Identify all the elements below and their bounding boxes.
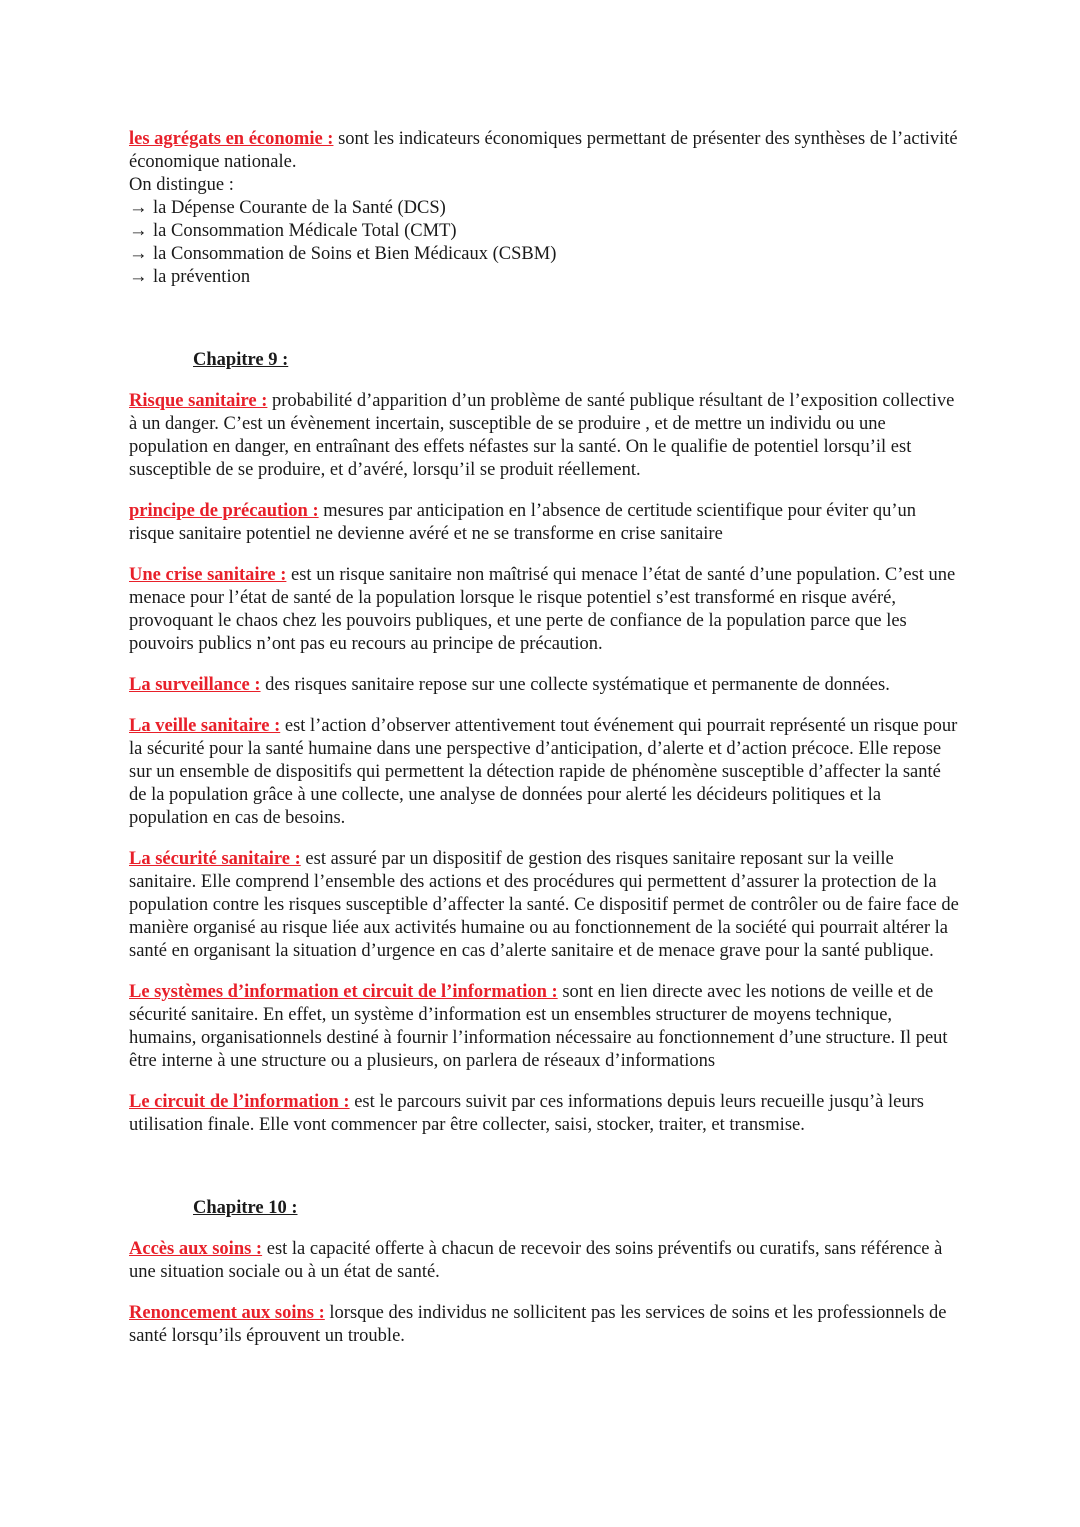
- arrow-icon: →: [129, 198, 148, 218]
- definition-systemes-information: Le systèmes d’information et circuit de l’information : sont en lien directe avec les notions de veille et de sécurité sanitaire. En effet, un système d’information est un ensembles structurer de moyens technique, humains, organisationnels destiné à fournir l’information nécessaire au fonctionnement d’une structure. Il peut être interne à une structure ou a plusieurs, on parlera de réseaux d’informations: [129, 982, 948, 1071]
- term-circuit-information: Le circuit de l’information :: [129, 1092, 350, 1112]
- term-surveillance: La surveillance :: [129, 675, 261, 695]
- term-crise-sanitaire: Une crise sanitaire :: [129, 565, 287, 585]
- term-renoncement-soins: Renoncement aux soins :: [129, 1303, 325, 1323]
- term-securite-sanitaire: La sécurité sanitaire :: [129, 849, 301, 869]
- term-risque-sanitaire: Risque sanitaire :: [129, 391, 268, 411]
- definition-surveillance: La surveillance : des risques sanitaire repose sur une collecte systématique et permanente de données.: [129, 675, 890, 695]
- chapter-9-heading: Chapitre 9 :: [193, 350, 289, 370]
- arrow-icon: →: [129, 244, 148, 264]
- definition-renoncement-soins: Renoncement aux soins : lorsque des individus ne sollicitent pas les services de soins et les professionnels de santé lorsqu’ils éprouvent un trouble.: [129, 1303, 947, 1346]
- term-principe-precaution: principe de précaution :: [129, 501, 319, 521]
- definition-veille-sanitaire: La veille sanitaire : est l’action d’observer attentivement tout événement qui pourrait représenté un risque pour la sécurité pour la santé humaine dans une perspective d’anticipation, d’alerte et d’action précoce. Elle repose sur un ensemble de dispositifs qui permettent la détection rapide de phénomène susceptible d’affecter la santé de la population grâce à une collecte, une analyse de données pour alerté les décideurs politiques et la population en cas de besoins.: [129, 716, 958, 828]
- list-item: → la Dépense Courante de la Santé (DCS): [129, 198, 446, 218]
- definition-text: sont les indicateurs économiques permettant de présenter des synthèses de l’activité économique nationale.: [129, 129, 958, 172]
- list-item: → la prévention: [129, 267, 251, 287]
- arrow-icon: →: [129, 221, 148, 241]
- term-veille-sanitaire: La veille sanitaire :: [129, 716, 281, 736]
- definition-principe-precaution: principe de précaution : mesures par anticipation en l’absence de certitude scientifique pour éviter qu’un risque sanitaire potentiel ne devienne avéré et ne se transforme en crise sanitaire: [129, 501, 917, 544]
- document-page: [129, 128, 959, 1348]
- definition-crise-sanitaire: Une crise sanitaire : est un risque sanitaire non maîtrisé qui menace l’état de santé d’une population. C’est une menace pour l’état de santé de la population lorsque le risque potentiel s’est transformé en risque avéré, provoquant le chaos chez les pouvoirs publiques, et une perte de confiance de la population parce que les pouvoirs publics n’ont pas eu recours au principe de précaution.: [129, 565, 956, 654]
- term-agregats: les agrégats en économie :: [129, 129, 334, 149]
- definition-agregats: [129, 128, 959, 174]
- chapter-10-heading: Chapitre 10 :: [193, 1198, 298, 1218]
- definition-circuit-information: Le circuit de l’information : est le parcours suivit par ces informations depuis leurs recueille jusqu’à leurs utilisation finale. Elle vont commencer par être collecter, saisi, stocker, traiter, et transmise.: [129, 1092, 924, 1135]
- term-systemes-information: Le systèmes d’information et circuit de l’information :: [129, 982, 558, 1002]
- term-acces-soins: Accès aux soins :: [129, 1239, 263, 1259]
- definition-securite-sanitaire: La sécurité sanitaire : est assuré par un dispositif de gestion des risques sanitaire reposant sur la veille sanitaire. Elle comprend l’ensemble des actions et des procédures qui permettent d’assurer la protection de la population contre les risques susceptible d’affecter la santé. Ce dispositif permet de contrôler ou de faire face de manière organisé au risque liée aux activités humaine ou au fonctionnement de la société qui pourrait altérer la santé en organisant la situation d’urgence en cas d’alerte sanitaire et de menace grave pour la santé publique.: [129, 849, 959, 961]
- list-item: → la Consommation de Soins et Bien Médicaux (CSBM): [129, 244, 557, 264]
- arrow-icon: →: [129, 267, 148, 287]
- definition-acces-soins: Accès aux soins : est la capacité offerte à chacun de recevoir des soins préventifs ou curatifs, sans référence à une situation sociale ou à un état de santé.: [129, 1239, 943, 1282]
- definition-risque-sanitaire: Risque sanitaire : probabilité d’apparition d’un problème de santé publique résultant de l’exposition collective à un danger. C’est un évènement incertain, susceptible de se produire , et de mettre un individu ou une population en danger, en entraînant des effets néfastes sur la santé. On le qualifie de potentiel lorsqu’il est susceptible de se produire, et d’avéré, lorsqu’il se produit réellement.: [129, 391, 955, 480]
- list-item: → la Consommation Médicale Total (CMT): [129, 221, 457, 241]
- distinguish-label: On distingue :: [129, 175, 234, 195]
